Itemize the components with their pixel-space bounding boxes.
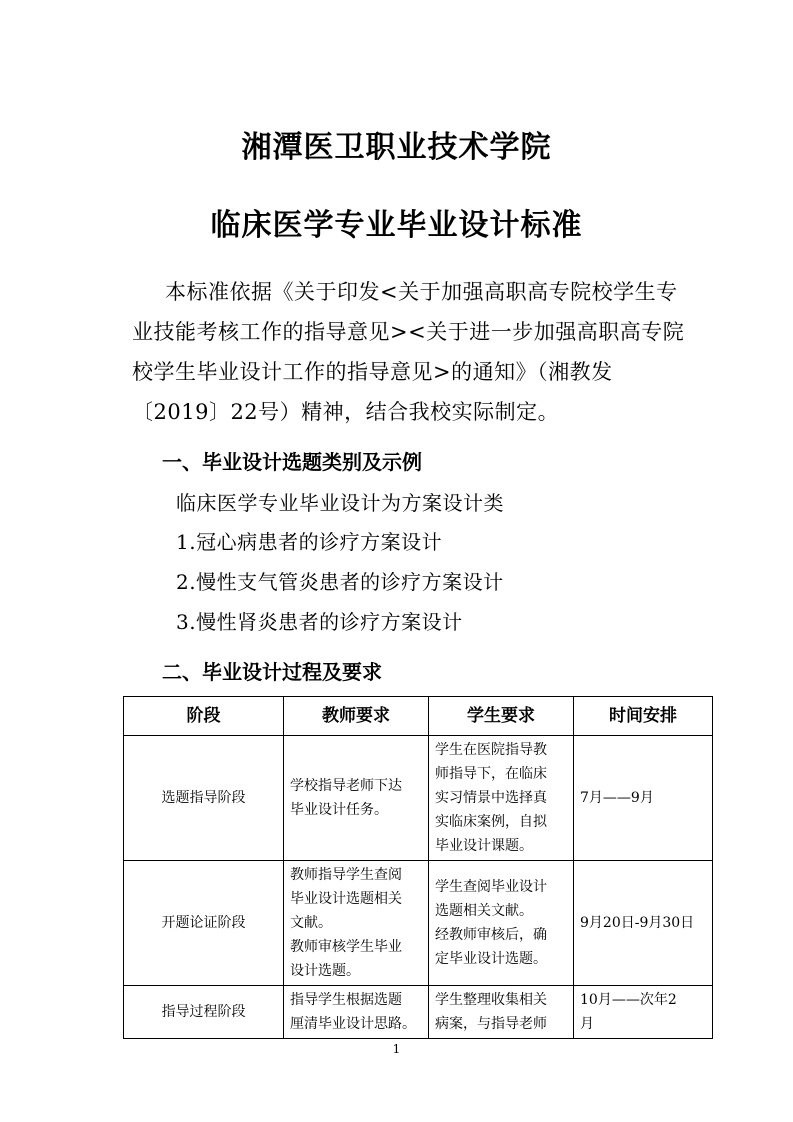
list-item: 1.冠心病患者的诊疗方案设计 xyxy=(176,530,443,554)
table-cell: 学生整理收集相关 病案，与指导老师 xyxy=(429,986,574,1039)
table-cell: 9月20日-9月30日 xyxy=(574,861,713,986)
page-number: 1 xyxy=(392,1042,401,1056)
section-1-text: 临床医学专业毕业设计为方案设计类 xyxy=(176,491,504,515)
col-header-student: 学生要求 xyxy=(429,697,574,736)
table-cell: 学生在医院指导教 师指导下，在临床 实习情景中选择真 实临床案例，自拟 毕业设计课题。 xyxy=(429,736,574,861)
section-1-heading: 一、毕业设计选题类别及示例 xyxy=(162,450,422,474)
col-header-teacher: 教师要求 xyxy=(284,697,429,736)
table-cell: 教师指导学生查阅 毕业设计选题相关 文献。 教师审核学生毕业 设计选题。 xyxy=(284,861,429,986)
table-cell: 选题指导阶段 xyxy=(124,736,284,861)
table-row xyxy=(124,986,713,1039)
document-title: 湘潭医卫职业技术学院 xyxy=(241,130,552,165)
section-2-heading: 二、毕业设计过程及要求 xyxy=(162,660,382,684)
process-table xyxy=(123,696,713,1039)
list-item: 2.慢性支气管炎患者的诊疗方案设计 xyxy=(176,570,504,594)
table-cell: 指导学生根据选题 厘清毕业设计思路。 xyxy=(284,986,429,1039)
list-item: 3.慢性肾炎患者的诊疗方案设计 xyxy=(176,610,463,634)
table-cell: 指导过程阶段 xyxy=(124,986,284,1039)
table-row xyxy=(124,736,713,861)
table-cell: 开题论证阶段 xyxy=(124,861,284,986)
table-cell: 学校指导老师下达 毕业设计任务。 xyxy=(284,736,429,861)
col-header-time: 时间安排 xyxy=(574,697,713,736)
table-row xyxy=(124,861,713,986)
table-cell: 7月——9月 xyxy=(574,736,713,861)
col-header-stage: 阶段 xyxy=(124,697,284,736)
table-header-row xyxy=(124,697,713,736)
document-subtitle: 临床医学专业毕业设计标准 xyxy=(210,208,583,243)
table-cell: 10月——次年2 月 xyxy=(574,986,713,1039)
intro-paragraph: 本标准依据《关于印发<关于加强高职高专院校学生专业技能考核工作的指导意见><关于进一步加强高职高专院校学生毕业设计工作的指导意见>的通知》（湘教发〔2019〕22号）精神，结合我校实际制定。 xyxy=(132,280,685,424)
table-cell: 学生查阅毕业设计 选题相关文献。 经教师审核后，确 定毕业设计选题。 xyxy=(429,861,574,986)
